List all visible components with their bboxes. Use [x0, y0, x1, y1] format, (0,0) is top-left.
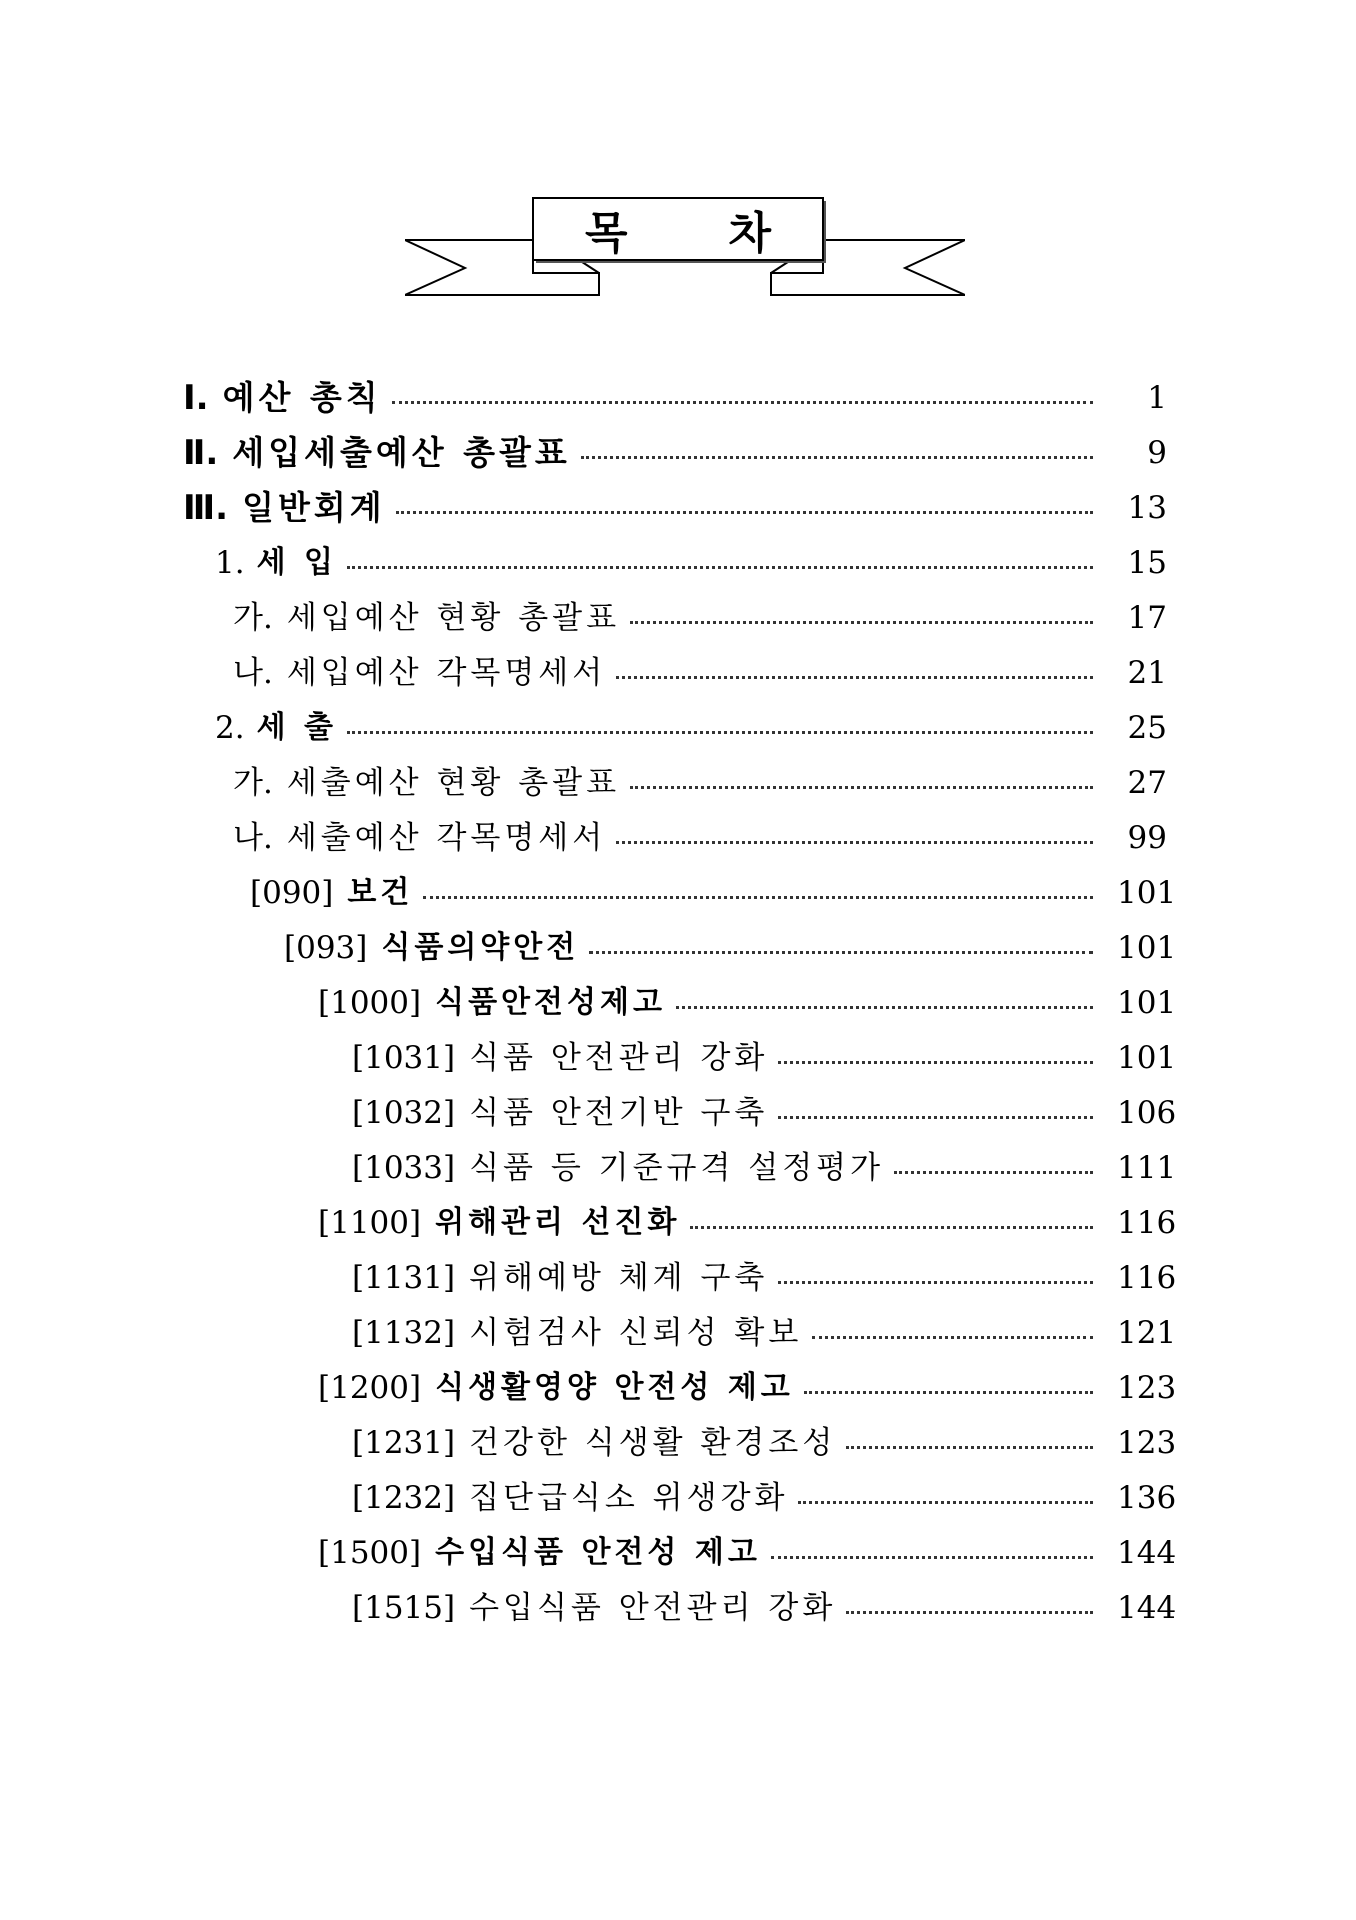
- dot-leader: [630, 621, 1093, 624]
- toc-entry-number: [1033]: [352, 1150, 456, 1186]
- dot-leader: [771, 1556, 1093, 1559]
- dot-leader: [894, 1171, 1093, 1174]
- toc-entry[interactable]: [352, 1473, 1177, 1523]
- toc-entry-number: [1132]: [352, 1315, 456, 1351]
- toc-entry-number: [1231]: [352, 1425, 456, 1461]
- toc-entry[interactable]: [284, 923, 1177, 973]
- toc-entry[interactable]: [352, 1418, 1177, 1468]
- toc-entry-number: 나.: [233, 820, 273, 856]
- toc-entry-page-number: 106: [1117, 1095, 1177, 1131]
- toc-entry-page-number: 144: [1117, 1535, 1177, 1571]
- toc-entry-page-number: 101: [1117, 985, 1177, 1021]
- toc-entry-number: Ⅰ.: [183, 378, 209, 418]
- dot-leader: [690, 1226, 1093, 1229]
- toc-entry-number: [1031]: [352, 1040, 456, 1076]
- toc-entry-number: [1000]: [318, 985, 422, 1021]
- dot-leader: [396, 511, 1093, 514]
- toc-entry-page-number: 15: [1127, 545, 1167, 581]
- toc-entry-page-number: 13: [1127, 490, 1167, 526]
- toc-entry-label: 건강한 식생활 환경조성: [469, 1425, 837, 1461]
- toc-entry-page-number: 116: [1117, 1205, 1177, 1241]
- toc-entry[interactable]: [183, 373, 1167, 423]
- toc-entry[interactable]: [250, 868, 1177, 918]
- toc-entry[interactable]: [318, 1528, 1177, 1578]
- dot-leader: [423, 896, 1093, 899]
- toc-entry-number: [093]: [284, 930, 368, 966]
- dot-leader: [778, 1281, 1093, 1284]
- toc-entry-label: 시험검사 신뢰성 확보: [469, 1315, 803, 1351]
- toc-entry[interactable]: [352, 1583, 1177, 1633]
- toc-entry-page-number: 101: [1117, 1040, 1177, 1076]
- toc-entry-page-number: 123: [1117, 1370, 1177, 1406]
- toc-entry-number: [1515]: [352, 1590, 456, 1626]
- toc-entry-label: 집단급식소 위생강화: [469, 1480, 789, 1516]
- toc-entry-label: 식품안전성제고: [435, 985, 666, 1020]
- toc-entry-label: 수입식품 안전성 제고: [435, 1535, 761, 1570]
- toc-entry-label: 수입식품 안전관리 강화: [469, 1590, 837, 1626]
- toc-entry-page-number: 17: [1127, 600, 1167, 636]
- toc-entry-label: 세출예산 현황 총괄표: [286, 765, 621, 801]
- toc-entry-number: 1.: [215, 545, 245, 581]
- toc-entry-number: [1131]: [352, 1260, 456, 1296]
- dot-leader: [616, 676, 1093, 679]
- toc-entry-label: 식품의약안전: [381, 930, 580, 965]
- toc-entry-label: 식생활영양 안전성 제고: [435, 1370, 794, 1405]
- dot-leader: [392, 401, 1093, 404]
- dot-leader: [347, 731, 1093, 734]
- toc-entry-label: 세출예산 각목명세서: [286, 820, 607, 856]
- toc-entry-page-number: 123: [1117, 1425, 1177, 1461]
- toc-entry-page-number: 9: [1147, 435, 1167, 471]
- toc-entry-label: 식품 등 기준규격 설정평가: [469, 1150, 885, 1186]
- toc-entry-label: 위해예방 체계 구축: [469, 1260, 769, 1296]
- toc-entry[interactable]: [183, 483, 1167, 533]
- dot-leader: [798, 1501, 1093, 1504]
- toc-entry[interactable]: [318, 978, 1177, 1028]
- toc-entry-number: 가.: [233, 765, 273, 801]
- dot-leader: [778, 1061, 1093, 1064]
- toc-entry-label: 보건: [347, 875, 414, 910]
- toc-entry-label: 세 출: [256, 710, 337, 745]
- toc-entry[interactable]: [352, 1143, 1177, 1193]
- toc-entry-number: 가.: [233, 600, 273, 636]
- toc-entry-label: 세입예산 현황 총괄표: [286, 600, 621, 636]
- dot-leader: [804, 1391, 1093, 1394]
- toc-entry[interactable]: [215, 703, 1167, 753]
- toc-entry-page-number: 101: [1117, 875, 1177, 911]
- toc-entry[interactable]: [233, 593, 1167, 643]
- toc-entry-label: 식품 안전기반 구축: [469, 1095, 769, 1131]
- toc-entry-number: [1232]: [352, 1480, 456, 1516]
- toc-entry-page-number: 116: [1117, 1260, 1177, 1296]
- toc-entry[interactable]: [352, 1033, 1177, 1083]
- dot-leader: [581, 456, 1093, 459]
- toc-entry[interactable]: [233, 648, 1167, 698]
- toc-entry-label: 세입세출예산 총괄표: [232, 433, 571, 472]
- toc-entry-page-number: 21: [1127, 655, 1167, 691]
- toc-entry[interactable]: [215, 538, 1167, 588]
- toc-entry[interactable]: [233, 758, 1167, 808]
- toc-entry-page-number: 101: [1117, 930, 1177, 966]
- toc-entry-page-number: 25: [1127, 710, 1167, 746]
- toc-entry-number: [1100]: [318, 1205, 422, 1241]
- toc-title-char-2: 차: [728, 208, 771, 259]
- toc-entry-number: 나.: [233, 655, 273, 691]
- dot-leader: [778, 1116, 1093, 1119]
- toc-entry[interactable]: [183, 428, 1167, 478]
- toc-entry[interactable]: [352, 1088, 1177, 1138]
- toc-entry-label: 식품 안전관리 강화: [469, 1040, 769, 1076]
- toc-entry-number: Ⅲ.: [183, 488, 229, 528]
- dot-leader: [846, 1611, 1093, 1614]
- toc-entry-number: [1200]: [318, 1370, 422, 1406]
- dot-leader: [589, 951, 1093, 954]
- toc-entry-label: 위해관리 선진화: [435, 1205, 681, 1240]
- toc-entry-page-number: 27: [1127, 765, 1167, 801]
- toc-entry-label: 예산 총칙: [222, 378, 382, 417]
- dot-leader: [812, 1336, 1093, 1339]
- toc-entry-page-number: 99: [1127, 820, 1167, 856]
- toc-entry-page-number: 111: [1117, 1150, 1177, 1186]
- toc-entry-page-number: 1: [1147, 380, 1167, 416]
- toc-title-char-1: 목: [585, 208, 628, 259]
- toc-entry-number: [090]: [250, 875, 334, 911]
- dot-leader: [846, 1446, 1093, 1449]
- toc-entry-label: 세입예산 각목명세서: [286, 655, 607, 691]
- toc-entry-number: Ⅱ.: [183, 433, 219, 473]
- dot-leader: [676, 1006, 1093, 1009]
- dot-leader: [616, 841, 1093, 844]
- dot-leader: [630, 786, 1093, 789]
- toc-entry-page-number: 121: [1117, 1315, 1177, 1351]
- toc-entry[interactable]: [352, 1308, 1177, 1358]
- toc-entry[interactable]: [352, 1253, 1177, 1303]
- toc-entry-page-number: 136: [1117, 1480, 1177, 1516]
- toc-entry-page-number: 144: [1117, 1590, 1177, 1626]
- toc-entry[interactable]: [318, 1198, 1177, 1248]
- toc-entry-number: [1500]: [318, 1535, 422, 1571]
- toc-entry[interactable]: [318, 1363, 1177, 1413]
- toc-entry-number: 2.: [215, 710, 245, 746]
- toc-entry[interactable]: [233, 813, 1167, 863]
- toc-entry-label: 일반회계: [242, 488, 386, 527]
- toc-entry-label: 세 입: [256, 545, 337, 580]
- toc-entry-number: [1032]: [352, 1095, 456, 1131]
- dot-leader: [347, 566, 1093, 569]
